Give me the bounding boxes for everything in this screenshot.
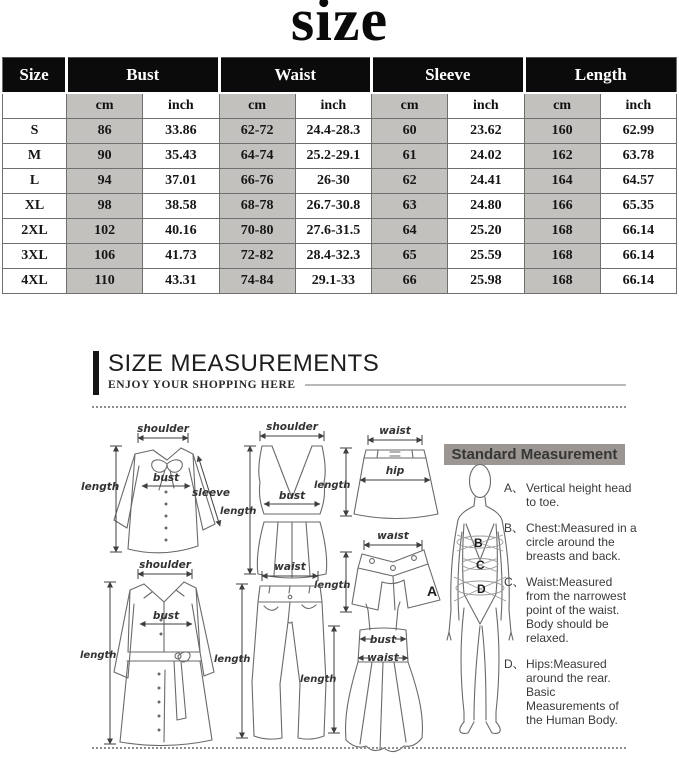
cell: 43.31 [143, 269, 219, 294]
table-row [3, 169, 677, 194]
item-key: D、 [504, 657, 525, 671]
unit-cm: cm [67, 93, 143, 119]
table-row [3, 144, 677, 169]
cell: 28.4-32.3 [295, 244, 371, 269]
cell: 27.6-31.5 [295, 219, 371, 244]
cell: 62-72 [219, 119, 295, 144]
cell: 40.16 [143, 219, 219, 244]
cell: 64.57 [600, 169, 676, 194]
cell: 26-30 [295, 169, 371, 194]
unit-cm: cm [524, 93, 600, 119]
body-mark-b: B [474, 536, 483, 550]
cell: 102 [67, 219, 143, 244]
page-title: size [290, 0, 389, 53]
dotted-divider-top [92, 406, 626, 408]
coat-outline [114, 582, 214, 746]
col-header-sleeve: Sleeve [372, 58, 525, 93]
cell: 70-80 [219, 219, 295, 244]
cell: 65 [372, 244, 448, 269]
dress-length-label: length [300, 674, 337, 685]
pants-waist-label: waist [274, 561, 306, 573]
list-item [504, 657, 638, 727]
item-text: Waist:Measured from the narrowest point of the waist. Body should be relaxed. [526, 575, 627, 645]
cell: 94 [67, 169, 143, 194]
cell: 86 [67, 119, 143, 144]
blouse-diagram [80, 420, 232, 574]
cell: 23.62 [448, 119, 524, 144]
cell: 29.1-33 [295, 269, 371, 294]
unit-cm: cm [372, 93, 448, 119]
coat-length-label: length [80, 650, 117, 661]
skirt-waist-label: waist [379, 426, 411, 437]
cell-empty [3, 93, 67, 119]
coat-diagram [80, 558, 236, 752]
cell: 24.02 [448, 144, 524, 169]
cell: 24.4-28.3 [295, 119, 371, 144]
body-mark-d: D [477, 582, 486, 596]
body-mark-c: C [476, 558, 485, 572]
unit-row [3, 93, 677, 119]
cell: 63.78 [600, 144, 676, 169]
blouse-length-label: length [81, 481, 120, 493]
cell: 62 [372, 169, 448, 194]
cell-size: XL [3, 194, 67, 219]
divider-line [305, 384, 626, 386]
coat-bust-label: bust [152, 610, 180, 622]
skirt-length-label: length [314, 480, 351, 491]
cell: 68-78 [219, 194, 295, 219]
tank-shoulder-label: shoulder [266, 422, 318, 433]
item-key: B、 [504, 521, 525, 535]
body-mark-a: A [427, 583, 438, 599]
dress-outline [346, 602, 423, 752]
table-header-row [3, 58, 677, 93]
shorts-length-label: length [314, 580, 351, 591]
col-header-length: Length [524, 58, 677, 93]
cell: 35.43 [143, 144, 219, 169]
table-row [3, 244, 677, 269]
dress-bust-label: bust [369, 634, 397, 646]
section-subtitle: ENJOY YOUR SHOPPING HERE [108, 379, 296, 391]
tank-bust-label: bust [278, 490, 306, 502]
cell-size: M [3, 144, 67, 169]
cell: 110 [67, 269, 143, 294]
cell: 106 [67, 244, 143, 269]
unit-cm: cm [219, 93, 295, 119]
standard-measurement-list [504, 481, 638, 739]
cell: 60 [372, 119, 448, 144]
col-header-waist: Waist [219, 58, 372, 93]
cell: 41.73 [143, 244, 219, 269]
cell: 98 [67, 194, 143, 219]
blouse-bust-label: bust [152, 472, 180, 484]
col-header-size: Size [3, 58, 67, 93]
cell: 25.98 [448, 269, 524, 294]
unit-inch: inch [448, 93, 524, 119]
cell: 66 [372, 269, 448, 294]
cell: 24.41 [448, 169, 524, 194]
section-header [93, 351, 626, 395]
cell: 66-76 [219, 169, 295, 194]
table-row [3, 269, 677, 294]
unit-inch: inch [143, 93, 219, 119]
dotted-divider-bottom [92, 747, 626, 749]
cell: 64-74 [219, 144, 295, 169]
cell: 72-82 [219, 244, 295, 269]
cell-size: L [3, 169, 67, 194]
cell: 26.7-30.8 [295, 194, 371, 219]
blouse-measures [81, 423, 230, 552]
item-text: Vertical height head to toe. [526, 481, 632, 509]
tank-length-label: length [220, 506, 257, 517]
unit-inch: inch [600, 93, 676, 119]
cell: 38.58 [143, 194, 219, 219]
cell: 25.20 [448, 219, 524, 244]
cell-size: 2XL [3, 219, 67, 244]
table-row [3, 219, 677, 244]
cell: 90 [67, 144, 143, 169]
cell: 160 [524, 119, 600, 144]
cell: 74-84 [219, 269, 295, 294]
blouse-shoulder-label: shoulder [137, 423, 189, 435]
cell: 65.35 [600, 194, 676, 219]
cell: 162 [524, 144, 600, 169]
col-header-bust: Bust [67, 58, 220, 93]
list-item [504, 481, 638, 509]
dress-measures [300, 626, 408, 733]
pants-length-label: length [214, 654, 251, 665]
header-accent-bar [93, 351, 99, 395]
cell: 24.80 [448, 194, 524, 219]
cell-size: S [3, 119, 67, 144]
table-row [3, 119, 677, 144]
cell: 164 [524, 169, 600, 194]
item-text: Hips:Measured around the rear. Basic Measurements of the Human Body. [526, 657, 619, 727]
cell: 66.14 [600, 269, 676, 294]
standard-measurement-banner: Standard Measurement [444, 444, 625, 465]
cell-size: 3XL [3, 244, 67, 269]
cell-size: 4XL [3, 269, 67, 294]
cell: 66.14 [600, 244, 676, 269]
shorts-waist-label: waist [377, 532, 409, 542]
cell: 37.01 [143, 169, 219, 194]
blouse-outline [114, 448, 215, 553]
cell: 168 [524, 219, 600, 244]
coat-shoulder-label: shoulder [139, 559, 191, 571]
cell: 168 [524, 269, 600, 294]
blouse-sleeve-label: sleeve [192, 487, 231, 499]
item-key: A、 [504, 481, 525, 495]
item-text: Chest:Measured in a circle around the breasts and back. [526, 521, 637, 563]
unit-inch: inch [295, 93, 371, 119]
item-key: C、 [504, 575, 525, 589]
list-item [504, 575, 638, 645]
skirt-hip-label: hip [385, 465, 405, 477]
cell: 33.86 [143, 119, 219, 144]
size-table [2, 57, 677, 294]
skirt-measures [314, 426, 430, 516]
cell: 62.99 [600, 119, 676, 144]
cell: 63 [372, 194, 448, 219]
cell: 166 [524, 194, 600, 219]
dress-waist-label: waist [367, 652, 399, 664]
cell: 64 [372, 219, 448, 244]
cell: 25.59 [448, 244, 524, 269]
cell: 168 [524, 244, 600, 269]
list-item [504, 521, 638, 563]
cell: 25.2-29.1 [295, 144, 371, 169]
section-title: SIZE MEASUREMENTS [108, 350, 380, 377]
table-row [3, 194, 677, 219]
cell: 66.14 [600, 219, 676, 244]
cell: 61 [372, 144, 448, 169]
